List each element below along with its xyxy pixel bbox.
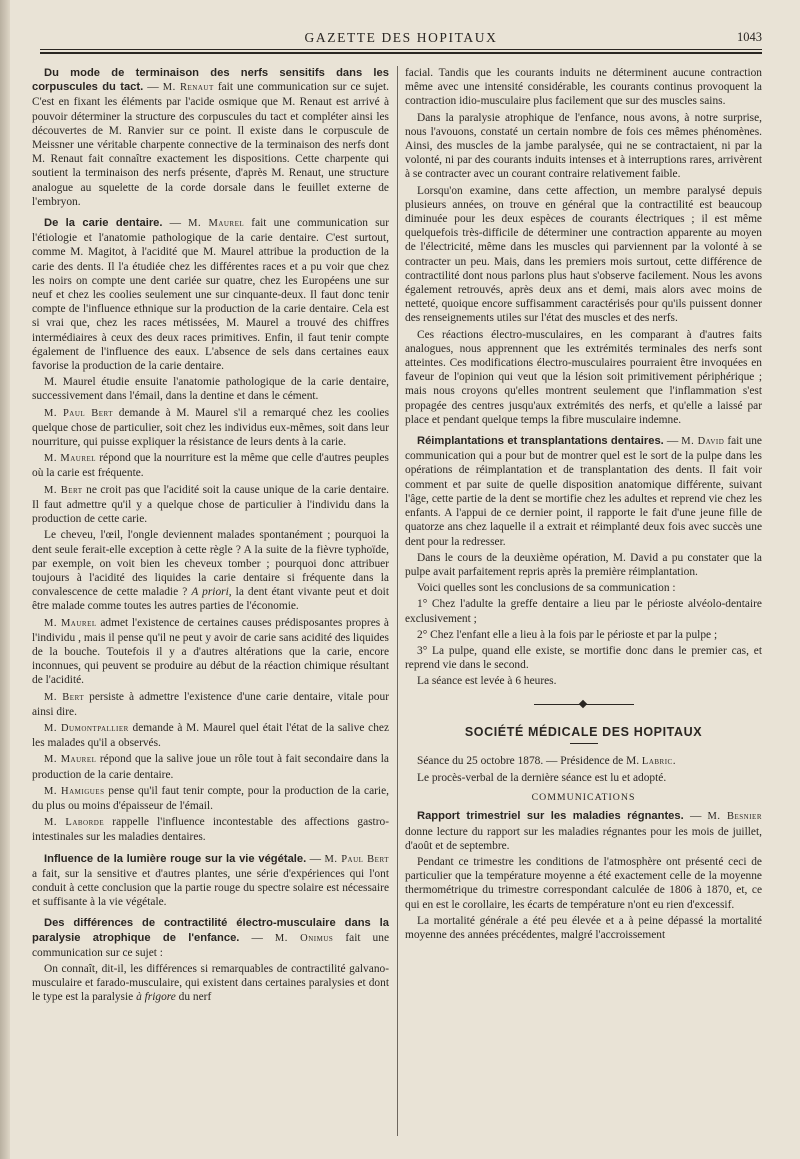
proces-verbal: Le procès-verbal de la dernière séance est lu et adopté. xyxy=(417,771,667,784)
speaker-name: M. Renaut xyxy=(162,82,214,94)
section-corpuscules-tact: Du mode de terminaison des nerfs sensitifs dans les corpuscules du tact. — M. Renaut fait une communication sur ce sujet. C'est en fixant les éléments par l'acide osmique que M. Renaut est arrivé à pouvoir déterminer la structure des corpuscules du tact et compléter ainsi les découvertes de M. Ranvier sur ce point. Il existe dans le corpuscule de Meissner une véritable charpente connective de la terminaison des nerfs dont M. Renaut fait connaître exactement les dispositions. Cette charpente qui soutient la terminaison des nerfs présente, d'après M. Renaut, une structure analogue au squelette de la corde dorsale dans le feuillet externe de l'embryon. xyxy=(32,67,389,208)
column-divider xyxy=(397,66,398,1136)
page-header xyxy=(40,26,762,56)
paragraph: Le cheveu, l'œil, l'ongle deviennent malades spontanément ; pourquoi la dent seule ferait-elle exception à cette règle ? A la suite de la fièvre typhoïde, par exemple, on voit bien les cheveux tomber ; pourquoi donc attribuer toujours à l'acidité des liquides la carie dentaire si fréquente dans la convalescence de cette maladie ? A priori, la dent étant vivante peut et doit être malade comme toutes les autres parties de l'économie. xyxy=(32,529,389,613)
speaker-name: M. Paul Bert xyxy=(44,407,114,419)
president-name: Labric xyxy=(641,755,673,767)
paragraph: M. Dumontpallier demande à M. Maurel quel était l'état de la salive chez les malades qu'il a observés. xyxy=(32,721,390,750)
paragraph: M. Maurel admet l'existence de certaines causes prédisposantes propres à l'individu , mais il pense qu'il ne peut y avoir de carie sans acidité des liquides de la bouche. Toutefois il y a d'autres altérations que la carie, encore inconnues, qui peuvent se produire au début de la réaction chimique résultant de l'acidité. xyxy=(32,616,389,687)
section-carie-dentaire: De la carie dentaire. — M. Maurel fait une communication sur l'étiologie et l'anatomie pathologique de la carie dentaire. C'est surtout, comme M. Magitot, à l'acidité que M. Maurel attribue la production de la carie des dents. Il l'a étudiée chez les différentes races et a pu voir que chez les noirs on compte une dent cariée sur quatre, chez les Européens une sur neuf et chez les coolies seulement une sur cinquante-deux. Il faut donc tenir compte de l'influence ethnique sur la production de la carie dentaire. Cela est si vrai que, chez les races métissées, M. Maurel a trouvé des chiffres intermédiaires à ceux des deux races primitives. Enfin, il faut tenir compte également de l'influence des eaux. L'absence de sels dans certaines eaux favorise la production de la carie dentaire. xyxy=(32,217,390,373)
speaker-name: M. Maurel xyxy=(188,218,245,230)
section-lumiere-rouge: Influence de la lumière rouge sur la vie végétale. — M. Paul Bert a fait, sur la sensitive et d'autres plantes, une série d'expériences qui l'ont conduit à cette conclusion que la partie rouge du spectre solaire est nécessaire et suffisante à la vie végétale. xyxy=(32,852,389,909)
paragraph: M. Bert ne croit pas que l'acidité soit la cause unique de la carie dentaire. Il faut admettre qu'il y a quelque chose de particulier à l'individu dans la production de cette carie. xyxy=(32,483,390,526)
communications-label: COMMUNICATIONS xyxy=(531,792,636,804)
conclusion-item: 1° Chez l'adulte la greffe dentaire a lieu par le périoste alvéolo-dentaire exclusivement ; xyxy=(405,598,762,625)
speaker-name: M. Hamigues xyxy=(44,785,105,797)
session-closing: La séance est levée à 6 heures. xyxy=(417,675,557,688)
speaker-name: M. Laborde xyxy=(44,817,105,829)
paragraph: M. Bert persiste à admettre l'existence d'une carie dentaire, vitale pour ainsi dire. xyxy=(32,690,389,718)
speaker-name: M. Bert xyxy=(44,484,83,496)
section-heading: Rapport trimestriel sur les maladies régnantes. xyxy=(417,810,684,823)
speaker-name: M. Besnier xyxy=(707,811,762,823)
paragraph: M. Laborde rappelle l'influence incontestable des affections gastro-intestinales sur les maladies dentaires. xyxy=(32,816,390,844)
speaker-name: M. Maurel xyxy=(44,754,97,766)
left-column xyxy=(32,66,389,1007)
journal-title: GAZETTE DES HOPITAUX xyxy=(304,30,498,45)
paragraph: Dans le cours de la deuxième opération, M. David a pu constater que la pulpe avait parfaitement repris après la première réimplantation. xyxy=(405,551,762,578)
paragraph: M. Hamigues pense qu'il faut tenir compte, pour la production de la carie, du plus ou moins d'épaisseur de l'émail. xyxy=(32,784,389,812)
paragraph: Ces réactions électro-musculaires, en les comparant à d'autres faits analogues, nous apprennent que les extrémités terminales des nerfs sont atteintes. Ces modifications électro-musculaires pourraient être invoquées en faveur de l'opinion qui veut que la lésion soit primitivement périphérique ; mais nous croyons qu'elles montrent seulement que l'inflammation s'est propagée des centres jusqu'aux extrémités des nerfs, et qu'elle a laissé par place et pendant quelque temps la fibre musculaire indemne. xyxy=(405,328,762,426)
paragraph: facial. Tandis que les courants induits ne déterminent aucune contraction même avec une intensité considérable, les courants continus provoquent la contraction idio-musculaire plus facilement que sur des muscles sains. xyxy=(405,67,762,108)
paragraph: Lorsqu'on examine, dans cette affection, un membre paralysé depuis plusieurs années, on trouve en général que la contractilité est beaucoup diminuée pour les deux espèces de courants électriques ; il est même quelquefois très-difficile de déterminer une contraction apparente au moyen de l'électricité, même dans les muscles qui parviennent par la volonté à se contracter un peu. Mais, dans les premiers mois surtout, cette différence de contractilité dont nous parlons plus haut s'observe facilement. Nous les avons également retrouvés, après deux ans et demi, mais alors avec moins de netteté, quoique encore suffisamment caractérisés pour qu'ils puissent donner des renseignements utiles sur l'état des muscles et des nerfs. xyxy=(405,184,762,325)
speaker-name: M. Maurel xyxy=(44,617,97,629)
speaker-name: M. Dumontpallier xyxy=(44,722,129,734)
speaker-name: M. Maurel xyxy=(44,453,97,465)
header-rule-thick xyxy=(40,52,762,54)
speaker-name: M. David xyxy=(681,436,725,448)
conclusion-item: 2° Chez l'enfant elle a lieu à la fois par le périoste et par la pulpe ; xyxy=(417,628,718,641)
section-heading: De la carie dentaire. xyxy=(44,217,163,230)
society-title: SOCIÉTÉ MÉDICALE DES HOPITAUX xyxy=(464,724,703,739)
paragraph: La mortalité générale a été peu élevée et a à peine dépassé la mortalité moyenne des années précédentes, malgré l'accroissement xyxy=(405,914,762,941)
section-rapport-trimestriel: Rapport trimestriel sur les maladies régnantes. — M. Besnier donne lecture du rapport sur les maladies régnantes pour les mois de juillet, d'août et de septembre. xyxy=(405,810,762,852)
paragraph: On connaît, dit-il, les différences si remarquables de contractilité galvano-musculaire et farado-musculaire, qui existent dans certaines paralysies et dont le type est la paralysie à frigore du nerf xyxy=(32,962,389,1004)
speaker-name: M. Onimus xyxy=(274,932,334,944)
section-reimplantations: Réimplantations et transplantations dentaires. — M. David fait une communication qui a pour but de montrer quel est le sort de la pulpe dans les opérations de réimplantation et de transplantation des dents. Il fait voir comment et par suite de quelle disposition anatomique différente, suivant l'âge, cette partie de la dent se mortifie chez les adultes et reprend vie chez les enfants. A l'appui de ce dernier point, il rapporte le fait d'une jeune fille de quatorze ans chez laquelle il a extrait et réimplanté deux fois avec succès une dent pour la redresser. xyxy=(405,435,762,548)
paragraph: M. Maurel étudie ensuite l'anatomie pathologique de la carie dentaire, successivement dans l'émail, dans la dentine et dans le cément. xyxy=(32,376,389,403)
section-heading: Influence de la lumière rouge sur la vie végétale. xyxy=(44,852,307,865)
conclusion-item: 3° La pulpe, quand elle existe, se mortifie donc dans le premier cas, et reprend vie dans le second. xyxy=(405,644,762,672)
paragraph: M. Maurel répond que la nourriture est la même que celle d'autres peuples où la carie est fréquente. xyxy=(32,452,389,480)
right-column xyxy=(405,66,762,944)
paragraph: M. Maurel répond que la salive joue un rôle tout à fait secondaire dans la production de la carie dentaire. xyxy=(32,753,389,781)
section-heading: Du mode de terminaison des nerfs sensitifs dans les corpuscules du tact. xyxy=(32,67,389,94)
section-heading: Des différences de contractilité électro-musculaire dans la paralysie atrophique de l'enfance. xyxy=(32,917,389,944)
page-binding-edge xyxy=(0,0,10,1159)
section-contractilite: Des différences de contractilité électro-musculaire dans la paralysie atrophique de l'enfance. — M. Onimus fait une communication sur ce sujet : xyxy=(32,917,390,959)
paragraph: M. Paul Bert demande à M. Maurel s'il a remarqué chez les coolies quelque chose de particulier, soit chez les individus eux-mêmes, soit dans leur nourriture, qui puisse expliquer la résistance de leurs dents à la carie. xyxy=(32,406,389,449)
page-number: 1043 xyxy=(737,30,762,44)
paragraph: Voici quelles sont les conclusions de sa communication : xyxy=(417,582,676,595)
title-underline xyxy=(570,743,598,744)
speaker-name: M. Paul Bert xyxy=(324,853,389,865)
diamond-ornament-icon xyxy=(578,699,586,707)
seance-line: Séance du 25 octobre 1878. — Présidence de M. Labric. xyxy=(417,754,676,767)
speaker-name: M. Bert xyxy=(44,691,85,703)
paragraph: Pendant ce trimestre les conditions de l'atmosphère ont présenté ceci de particulier que la température moyenne a été exactement celle de la moyenne thermométrique du trimestre correspondant calculée de 1806 à 1870, et, ce qui en est le corollaire, les écarts de température n'ont eu rien d'excessif. xyxy=(405,855,762,911)
paragraph: Dans la paralysie atrophique de l'enfance, nous avons, à notre surprise, nous l'avouons, constaté un certain nombre de fois ces mêmes phénomènes. Ainsi, des muscles de la jambe paralysée, qui ne se contractaient, ni par la volonté, ni par des courants induits intenses et à interruptions rares, arrivèrent à se contracter avec un courant contraire relativement faible. xyxy=(405,111,762,181)
section-heading: Réimplantations et transplantations dentaires. xyxy=(417,435,664,448)
header-rule-thin xyxy=(40,49,762,50)
section-separator-ornament xyxy=(534,697,634,711)
